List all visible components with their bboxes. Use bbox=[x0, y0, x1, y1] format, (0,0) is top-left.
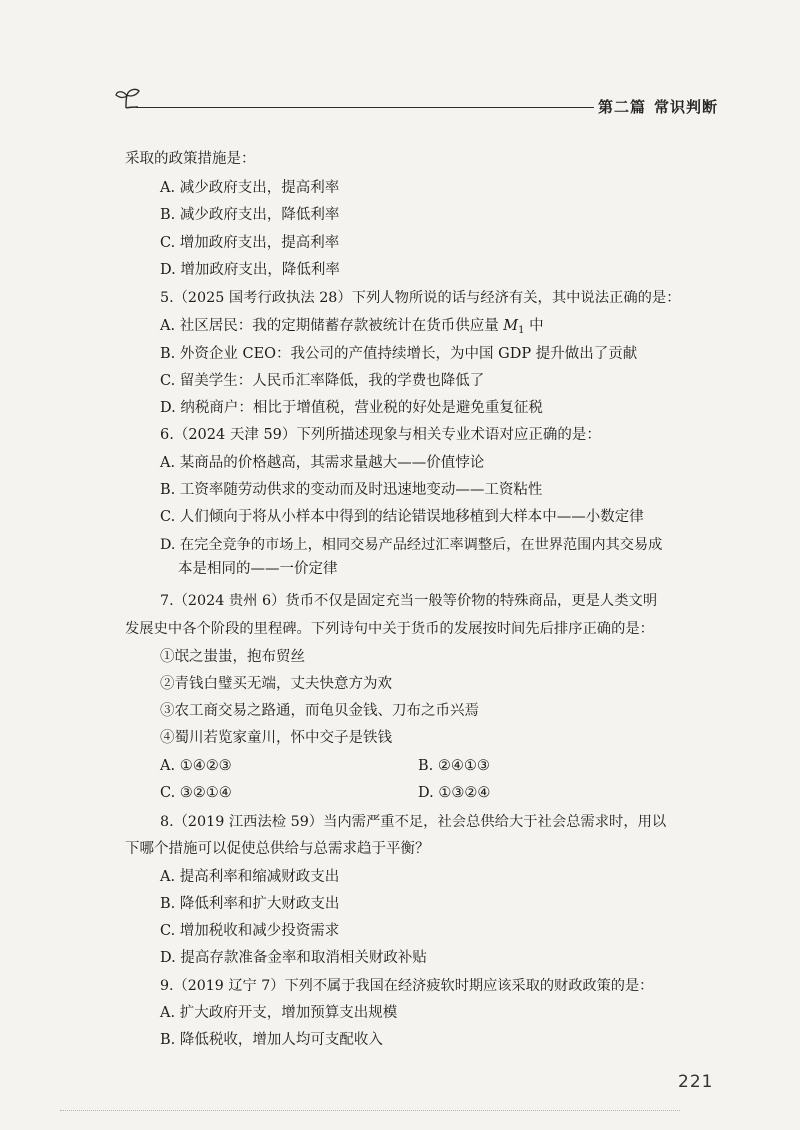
q8-option-d: D. 提高存款准备金率和取消相关财政补贴 bbox=[160, 950, 427, 966]
q5-option-a bbox=[160, 317, 544, 340]
q5-option-a-end: 中 bbox=[524, 318, 544, 334]
q5-stem: 5.（2025 国考行政执法 28）下列人物所说的话与经济有关，其中说法正确的是： bbox=[160, 290, 681, 306]
q8-option-c: C. 增加税收和减少投资需求 bbox=[160, 923, 340, 939]
q4-stem-continuation: 采取的政策措施是： bbox=[125, 151, 256, 167]
q5-option-a-variable: M bbox=[503, 318, 519, 334]
q4-option-c: C. 增加政府支出，提高利率 bbox=[160, 235, 340, 251]
running-header bbox=[598, 96, 718, 117]
header-rule bbox=[136, 107, 586, 108]
header-section: 第二篇 bbox=[598, 98, 647, 116]
q5-option-c: C. 留美学生：人民币汇率降低，我的学费也降低了 bbox=[160, 373, 485, 389]
q7-stem-line1: 7.（2024 贵州 6）货币不仅是固定充当一般等价物的特殊商品，更是人类文明 bbox=[160, 593, 658, 609]
q8-option-a: A. 提高利率和缩减财政支出 bbox=[160, 869, 340, 885]
q7-option-c: C. ③②①④ bbox=[160, 785, 232, 801]
q6-option-c: C. 人们倾向于将从小样本中得到的结论错误地移植到大样本中——小数定律 bbox=[160, 509, 644, 525]
q8-stem-line1: 8.（2019 江西法检 59）当内需严重不足，社会总供给大于社会总需求时，用以 bbox=[160, 814, 667, 830]
q7-stem-line2: 发展史中各个阶段的里程碑。下列诗句中关于货币的发展按时间先后排序正确的是： bbox=[125, 621, 654, 637]
q5-option-a-text: A. 社区居民：我的定期储蓄存款被统计在货币供应量 bbox=[160, 318, 504, 334]
q7-verse-2: ②青钱白璧买无端，丈夫快意方为欢 bbox=[160, 676, 392, 692]
q8-option-b: B. 降低利率和扩大财政支出 bbox=[160, 896, 340, 912]
q8-stem-line2: 下哪个措施可以促使总供给与总需求趋于平衡？ bbox=[125, 841, 430, 857]
q7-option-b: B. ②④①③ bbox=[418, 758, 490, 774]
header-rule-dash bbox=[586, 107, 594, 108]
q6-option-d-line1: D. 在完全竞争的市场上，相同交易产品经过汇率调整后，在世界范围内其交易成 bbox=[160, 537, 663, 553]
q6-option-d-line2: 本是相同的——一价定律 bbox=[178, 561, 338, 577]
q6-option-b: B. 工资率随劳动供求的变动而及时迅速地变动——工资粘性 bbox=[160, 482, 543, 498]
q4-option-b: B. 减少政府支出，降低利率 bbox=[160, 207, 340, 223]
q9-option-b: B. 降低税收，增加人均可支配收入 bbox=[160, 1032, 383, 1048]
header-title: 常识判断 bbox=[654, 98, 719, 116]
q7-option-a: A. ①④②③ bbox=[160, 758, 232, 774]
page-number: 221 bbox=[678, 1072, 714, 1092]
q6-option-a: A. 某商品的价格越高，其需求量越大——价值悖论 bbox=[160, 455, 485, 471]
q7-verse-3: ③农工商交易之路通，而龟贝金钱、刀布之币兴焉 bbox=[160, 703, 479, 719]
q5-option-b: B. 外资企业 CEO：我公司的产值持续增长，为中国 GDP 提升做出了贡献 bbox=[160, 346, 638, 362]
q4-option-a: A. 减少政府支出，提高利率 bbox=[160, 180, 340, 196]
q6-stem: 6.（2024 天津 59）下列所描述现象与相关专业术语对应正确的是： bbox=[160, 427, 601, 443]
q7-verse-1: ①氓之蚩蚩，抱布贸丝 bbox=[160, 649, 305, 665]
q4-option-d: D. 增加政府支出，降低利率 bbox=[160, 262, 340, 278]
q7-option-d: D. ①③②④ bbox=[418, 785, 491, 801]
scan-edge bbox=[60, 1110, 680, 1111]
q5-option-a-subscript: 1 bbox=[518, 325, 525, 336]
q7-verse-4: ④蜀川若览家童川，怀中交子是铁钱 bbox=[160, 730, 392, 746]
q9-option-a: A. 扩大政府开支，增加预算支出规模 bbox=[160, 1005, 398, 1021]
q9-stem: 9.（2019 辽宁 7）下列不属于我国在经济疲软时期应该采取的财政政策的是： bbox=[160, 978, 654, 994]
q5-option-d: D. 纳税商户：相比于增值税，营业税的好处是避免重复征税 bbox=[160, 400, 543, 416]
